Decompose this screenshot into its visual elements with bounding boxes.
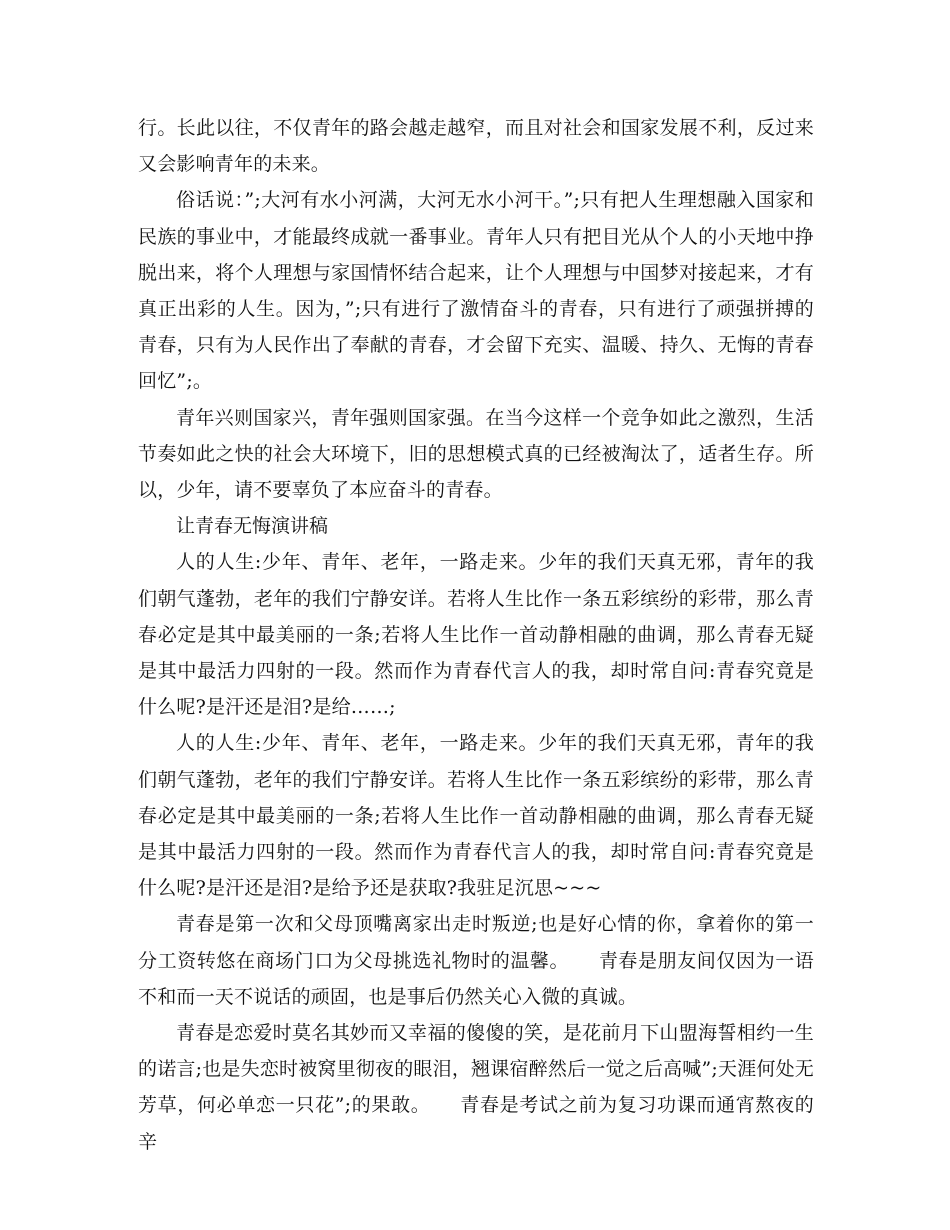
paragraph-4: 人的人生:少年、青年、老年，一路走来。少年的我们天真无邪，青年的我们朝气蓬勃，老年的我们宁静安详。若将人生比作一条五彩缤纷的彩带，那么青春必定是其中最美丽的一条;若将人生比作一首动静相融的曲调，那么青春无疑是其中最活力四射的一段。然而作为青春代言人的我，却时常自问:青春究竟是什么呢?是汗还是泪?是给……; bbox=[138, 551, 814, 719]
paragraph-1: 行。长此以往，不仅青年的路会越走越窄，而且对社会和国家发展不利，反过来又会影响青年的未来。 bbox=[138, 117, 814, 176]
paragraph-2: 俗话说：”;大河有水小河满，大河无水小河干。”;只有把人生理想融入国家和民族的事业中，才能最终成就一番事业。青年人只有把目光从个人的小天地中挣脱出来，将个人理想与家国情怀结合起来，让个人理想与中国梦对接起来，才有真正出彩的人生。因为，”;只有进行了激情奋斗的青春，只有进行了顽强拼搏的青春，只有为人民作出了奉献的青春，才会留下充实、温暖、持久、无悔的青春回忆”;。 bbox=[138, 189, 814, 393]
paragraph-6: 青春是第一次和父母顶嘴离家出走时叛逆;也是好心情的你，拿着你的第一分工资转悠在商场门口为父母挑选礼物时的温馨。 青春是朋友间仅因为一语不和而一天不说话的顽固，也是事后仍然关心入微的真诚。 bbox=[138, 913, 814, 1008]
section-title: 让青春无悔演讲稿 bbox=[176, 515, 329, 538]
paragraph-7: 青春是恋爱时莫名其妙而又幸福的傻傻的笑，是花前月下山盟海誓相约一生的诺言;也是失恋时被窝里彻夜的眼泪，翘课宿醉然后一觉之后高喊”;天涯何处无芳草，何必单恋一只花”;的果敢。 青春是考试之前为复习功课而通宵熬夜的辛 bbox=[138, 1022, 814, 1153]
paragraph-5: 人的人生:少年、青年、老年，一路走来。少年的我们天真无邪，青年的我们朝气蓬勃，老年的我们宁静安详。若将人生比作一条五彩缤纷的彩带，那么青春必定是其中最美丽的一条;若将人生比作一首动静相融的曲调，那么青春无疑是其中最活力四射的一段。然而作为青春代言人的我，却时常自问:青春究竟是什么呢?是汗还是泪?是给予还是获取?我驻足沉思~~~ bbox=[138, 732, 814, 900]
paragraph-3: 青年兴则国家兴，青年强则国家强。在当今这样一个竞争如此之激烈，生活节奏如此之快的社会大环境下，旧的思想模式真的已经被淘汰了，适者生存。所以，少年，请不要辜负了本应奋斗的青春。 bbox=[138, 406, 814, 502]
document-body bbox=[138, 110, 814, 1160]
